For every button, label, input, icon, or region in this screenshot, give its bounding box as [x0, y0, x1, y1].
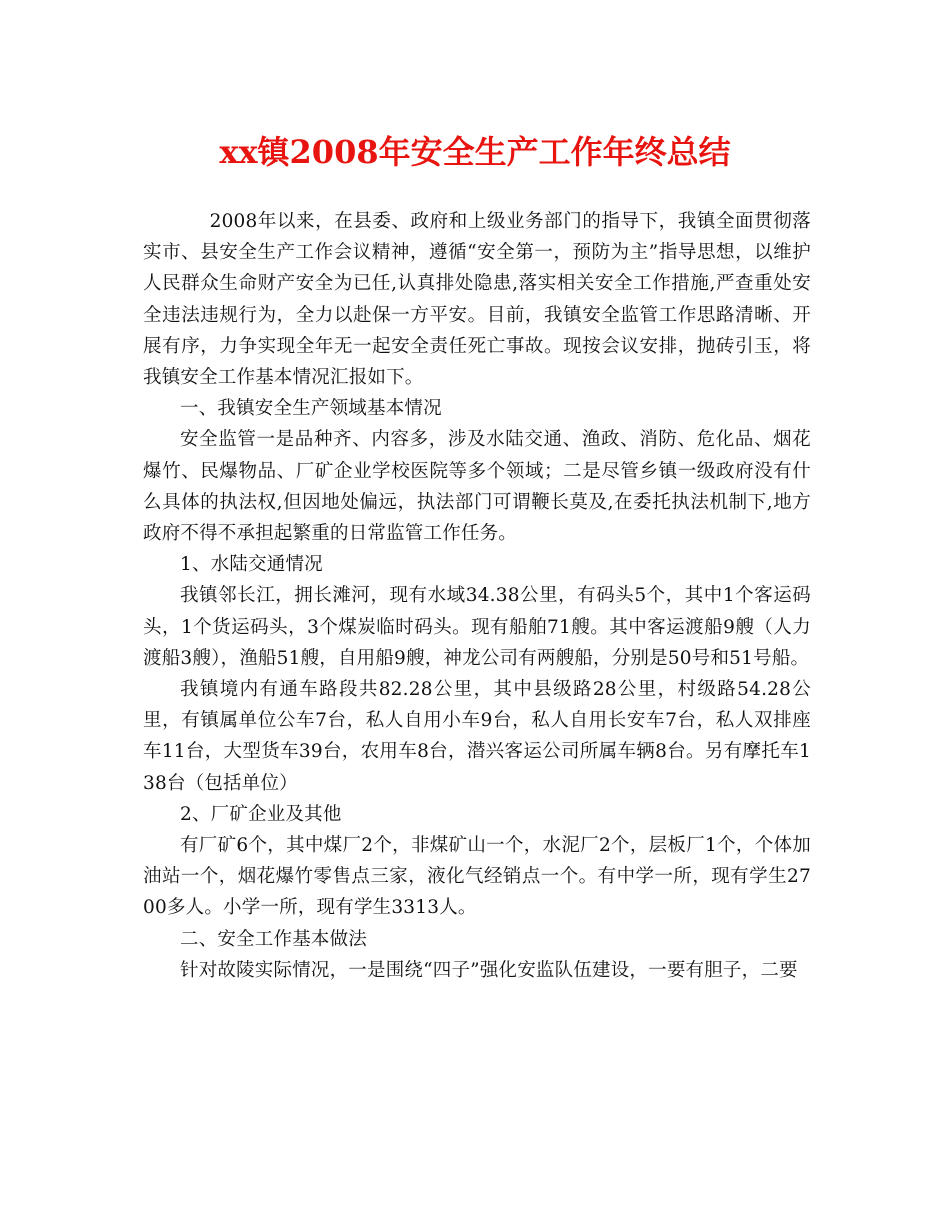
document-body	[143, 206, 811, 986]
paragraph-intro: 2008年以来，在县委、政府和上级业务部门的指导下，我镇全面贯彻落实市、县安全生产工作会议精神，遵循“安全第一，预防为主”指导思想，以维护人民群众生命财产安全为已任,认真排处隐患,落实相关安全工作措施,严查重处安全违法违规行为，全力以赴保一方平安。目前，我镇安全监管工作思路清晰、开展有序，力争实现全年无一起安全责任死亡事故。现按会议安排，抛砖引玉，将我镇安全工作基本情况汇报如下。	[143, 211, 811, 389]
paragraph-enterprises: 有厂矿6个，其中煤厂2个，非煤矿山一个，水泥厂2个，层板厂1个，个体加油站一个，烟花爆竹零售点三家，液化气经销点一个。有中学一所，现有学生2700多人。小学一所，现有学生3313人。	[143, 835, 811, 919]
document-title: xx镇2008年安全生产工作年终总结	[219, 133, 731, 171]
paragraph-roads: 我镇境内有通车路段共82.28公里，其中县级路28公里，村级路54.28公里，有镇属单位公车7台，私人自用小车9台，私人自用长安车7台，私人双排座车11台，大型货车39台，农用车8台，潜兴客运公司所属车辆8台。另有摩托车138台（包括单位）	[143, 679, 811, 794]
paragraph-practices: 针对故陵实际情况，一是围绕“四子”强化安监队伍建设，一要有胆子，二要	[180, 959, 798, 981]
paragraph-overview: 安全监管一是品种齐、内容多，涉及水陆交通、渔政、消防、危化品、烟花爆竹、民爆物品、厂矿企业学校医院等多个领域；二是尽管乡镇一级政府没有什么具体的执法权,但因地处偏远，执法部门可谓鞭长莫及,在委托执法机制下,地方政府不得不承担起繁重的日常监管工作任务。	[143, 429, 811, 545]
paragraph-waterways: 我镇邻长江，拥长滩河，现有水域34.38公里，有码头5个，其中1个客运码头，1个货运码头，3个煤炭临时码头。现有船舶71艘。其中客运渡船9艘（人力渡船3艘），渔船51艘，自用船9艘，神龙公司有两艘船，分别是50号和51号船。	[143, 585, 811, 669]
subsection-heading-2: 2、厂矿企业及其他	[180, 803, 342, 825]
section-heading-2: 二、安全工作基本做法	[180, 928, 368, 950]
section-heading-1: 一、我镇安全生产领域基本情况	[180, 398, 442, 420]
subsection-heading-1: 1、水陆交通情况	[180, 554, 323, 576]
